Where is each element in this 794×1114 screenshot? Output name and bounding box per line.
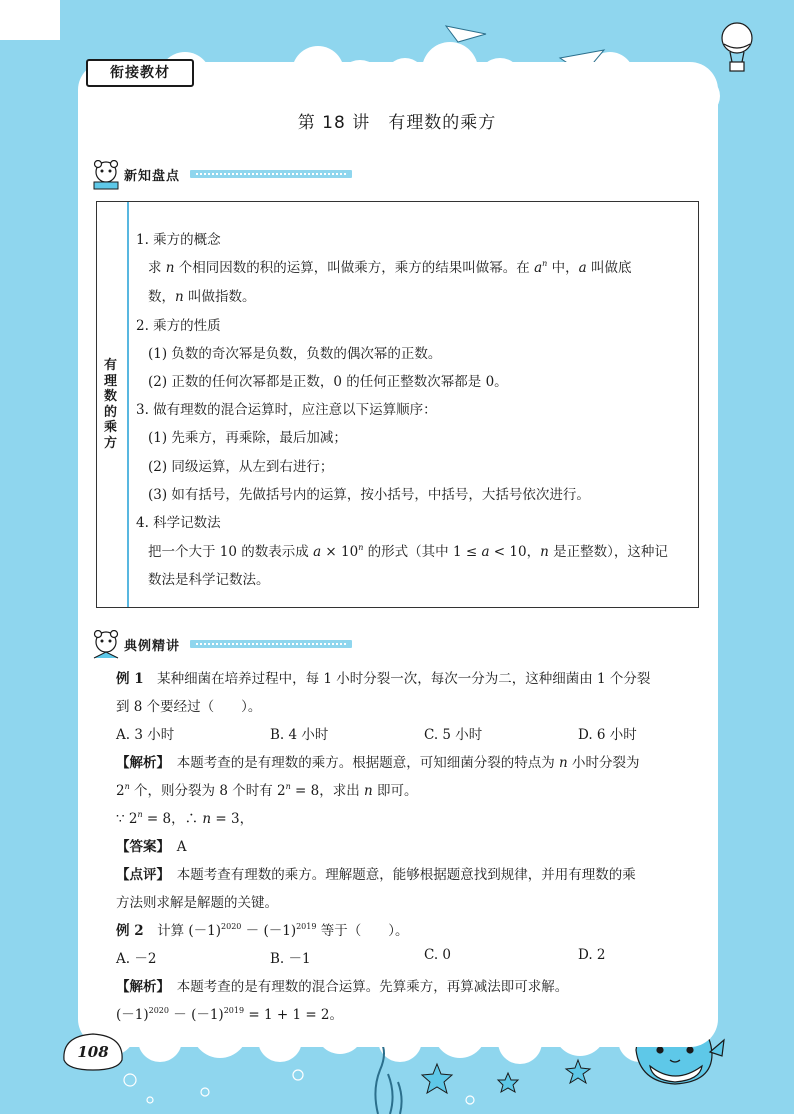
- bear-mascot-icon: [90, 630, 122, 660]
- example-1-comment-cont: 方法则求解是解题的关键。: [116, 895, 278, 911]
- concept-text: 数，n 叫做指数。: [148, 289, 256, 305]
- series-tag: 衔接教材: [86, 59, 194, 87]
- concept-text: (1) 先乘方，再乘除，最后加减；: [148, 430, 347, 446]
- concept-text: 把一个大于 10 的数表示成 $a \times 10^n$ 的形式（其中 1 ≤ a < 10，n 是正整数），这种记: [148, 543, 668, 560]
- option-a: A. －2: [116, 951, 157, 967]
- option-b: B. 4 小时: [270, 727, 329, 743]
- option-a: A. 3 小时: [116, 727, 175, 743]
- concept-heading-4: 4. 科学记数法: [136, 515, 221, 531]
- section-title: 典例精讲: [124, 639, 181, 654]
- concept-side-text: 有理数的乘方: [104, 358, 118, 451]
- section-heading-examples: [90, 630, 370, 660]
- example-1-analysis: 【解析】 本题考查的是有理数的乘方。根据题意，可知细菌分裂的特点为 n 小时分裂为: [116, 755, 640, 771]
- page-number: 108: [77, 1043, 109, 1061]
- example-1-calculation: ∵ $2^n = 8$，∴ n = 3，: [116, 810, 254, 827]
- concept-text: 求 n 个相同因数的积的运算，叫做乘方，乘方的结果叫做幂。在 $a^n$ 中，a 叫做底: [148, 259, 632, 276]
- option-d: D. 6 小时: [578, 727, 637, 743]
- option-b: B. －1: [270, 951, 311, 967]
- decorative-dots: [190, 170, 352, 178]
- example-2-calculation: $(-1)^{2020} - (-1)^{2019} = 1 + 1 = 2$。: [116, 1006, 344, 1023]
- bear-mascot-icon: [90, 160, 122, 190]
- option-d: D. 2: [578, 947, 606, 963]
- section-title: 新知盘点: [124, 169, 181, 184]
- example-2-question: 例 2 计算 $(-1)^{2020} - (-1)^{2019}$ 等于（ ）。: [116, 922, 409, 939]
- concept-text: 数法是科学记数法。: [148, 572, 270, 588]
- option-c: C. 5 小时: [424, 727, 483, 743]
- example-2-analysis: 【解析】 本题考查的是有理数的混合运算。先算乘方，再算减法即可求解。: [116, 979, 569, 995]
- example-1-answer: 【答案】 A: [116, 839, 187, 855]
- decorative-dots: [190, 640, 352, 648]
- lesson-title: 第 18 讲 有理数的乘方: [297, 113, 497, 133]
- section-heading-new-knowledge: [90, 160, 370, 190]
- example-1-question: 例 1 某种细菌在培养过程中，每 1 小时分裂一次，每次一分为二，这种细菌由 1 个分裂: [116, 671, 651, 687]
- concept-heading-3: 3. 做有理数的混合运算时，应注意以下运算顺序：: [136, 402, 437, 418]
- example-1-question-cont: 到 8 个要经过（ ）。: [116, 699, 262, 715]
- concept-side-label: [97, 202, 129, 607]
- example-1-comment: 【点评】 本题考查有理数的乘方。理解题意，能够根据题意找到规律，并用有理数的乘: [116, 867, 636, 883]
- concept-text: (1) 负数的奇次幂是负数，负数的偶次幂的正数。: [148, 346, 442, 362]
- option-c: C. 0: [424, 947, 452, 963]
- concept-heading-1: 1. 乘方的概念: [136, 232, 221, 248]
- concept-text: (2) 正数的任何次幂都是正数，0 的任何正整数次幂都是 0。: [148, 374, 508, 390]
- concept-heading-2: 2. 乘方的性质: [136, 318, 221, 334]
- concept-text: (3) 如有括号，先做括号内的运算，按小括号，中括号，大括号依次进行。: [148, 487, 590, 503]
- concept-text: (2) 同级运算，从左到右进行；: [148, 459, 334, 475]
- example-1-analysis-cont: 2$^n$ 个，则分裂为 8 个时有 $2^n = 8$，求出 n 即可。: [116, 782, 418, 799]
